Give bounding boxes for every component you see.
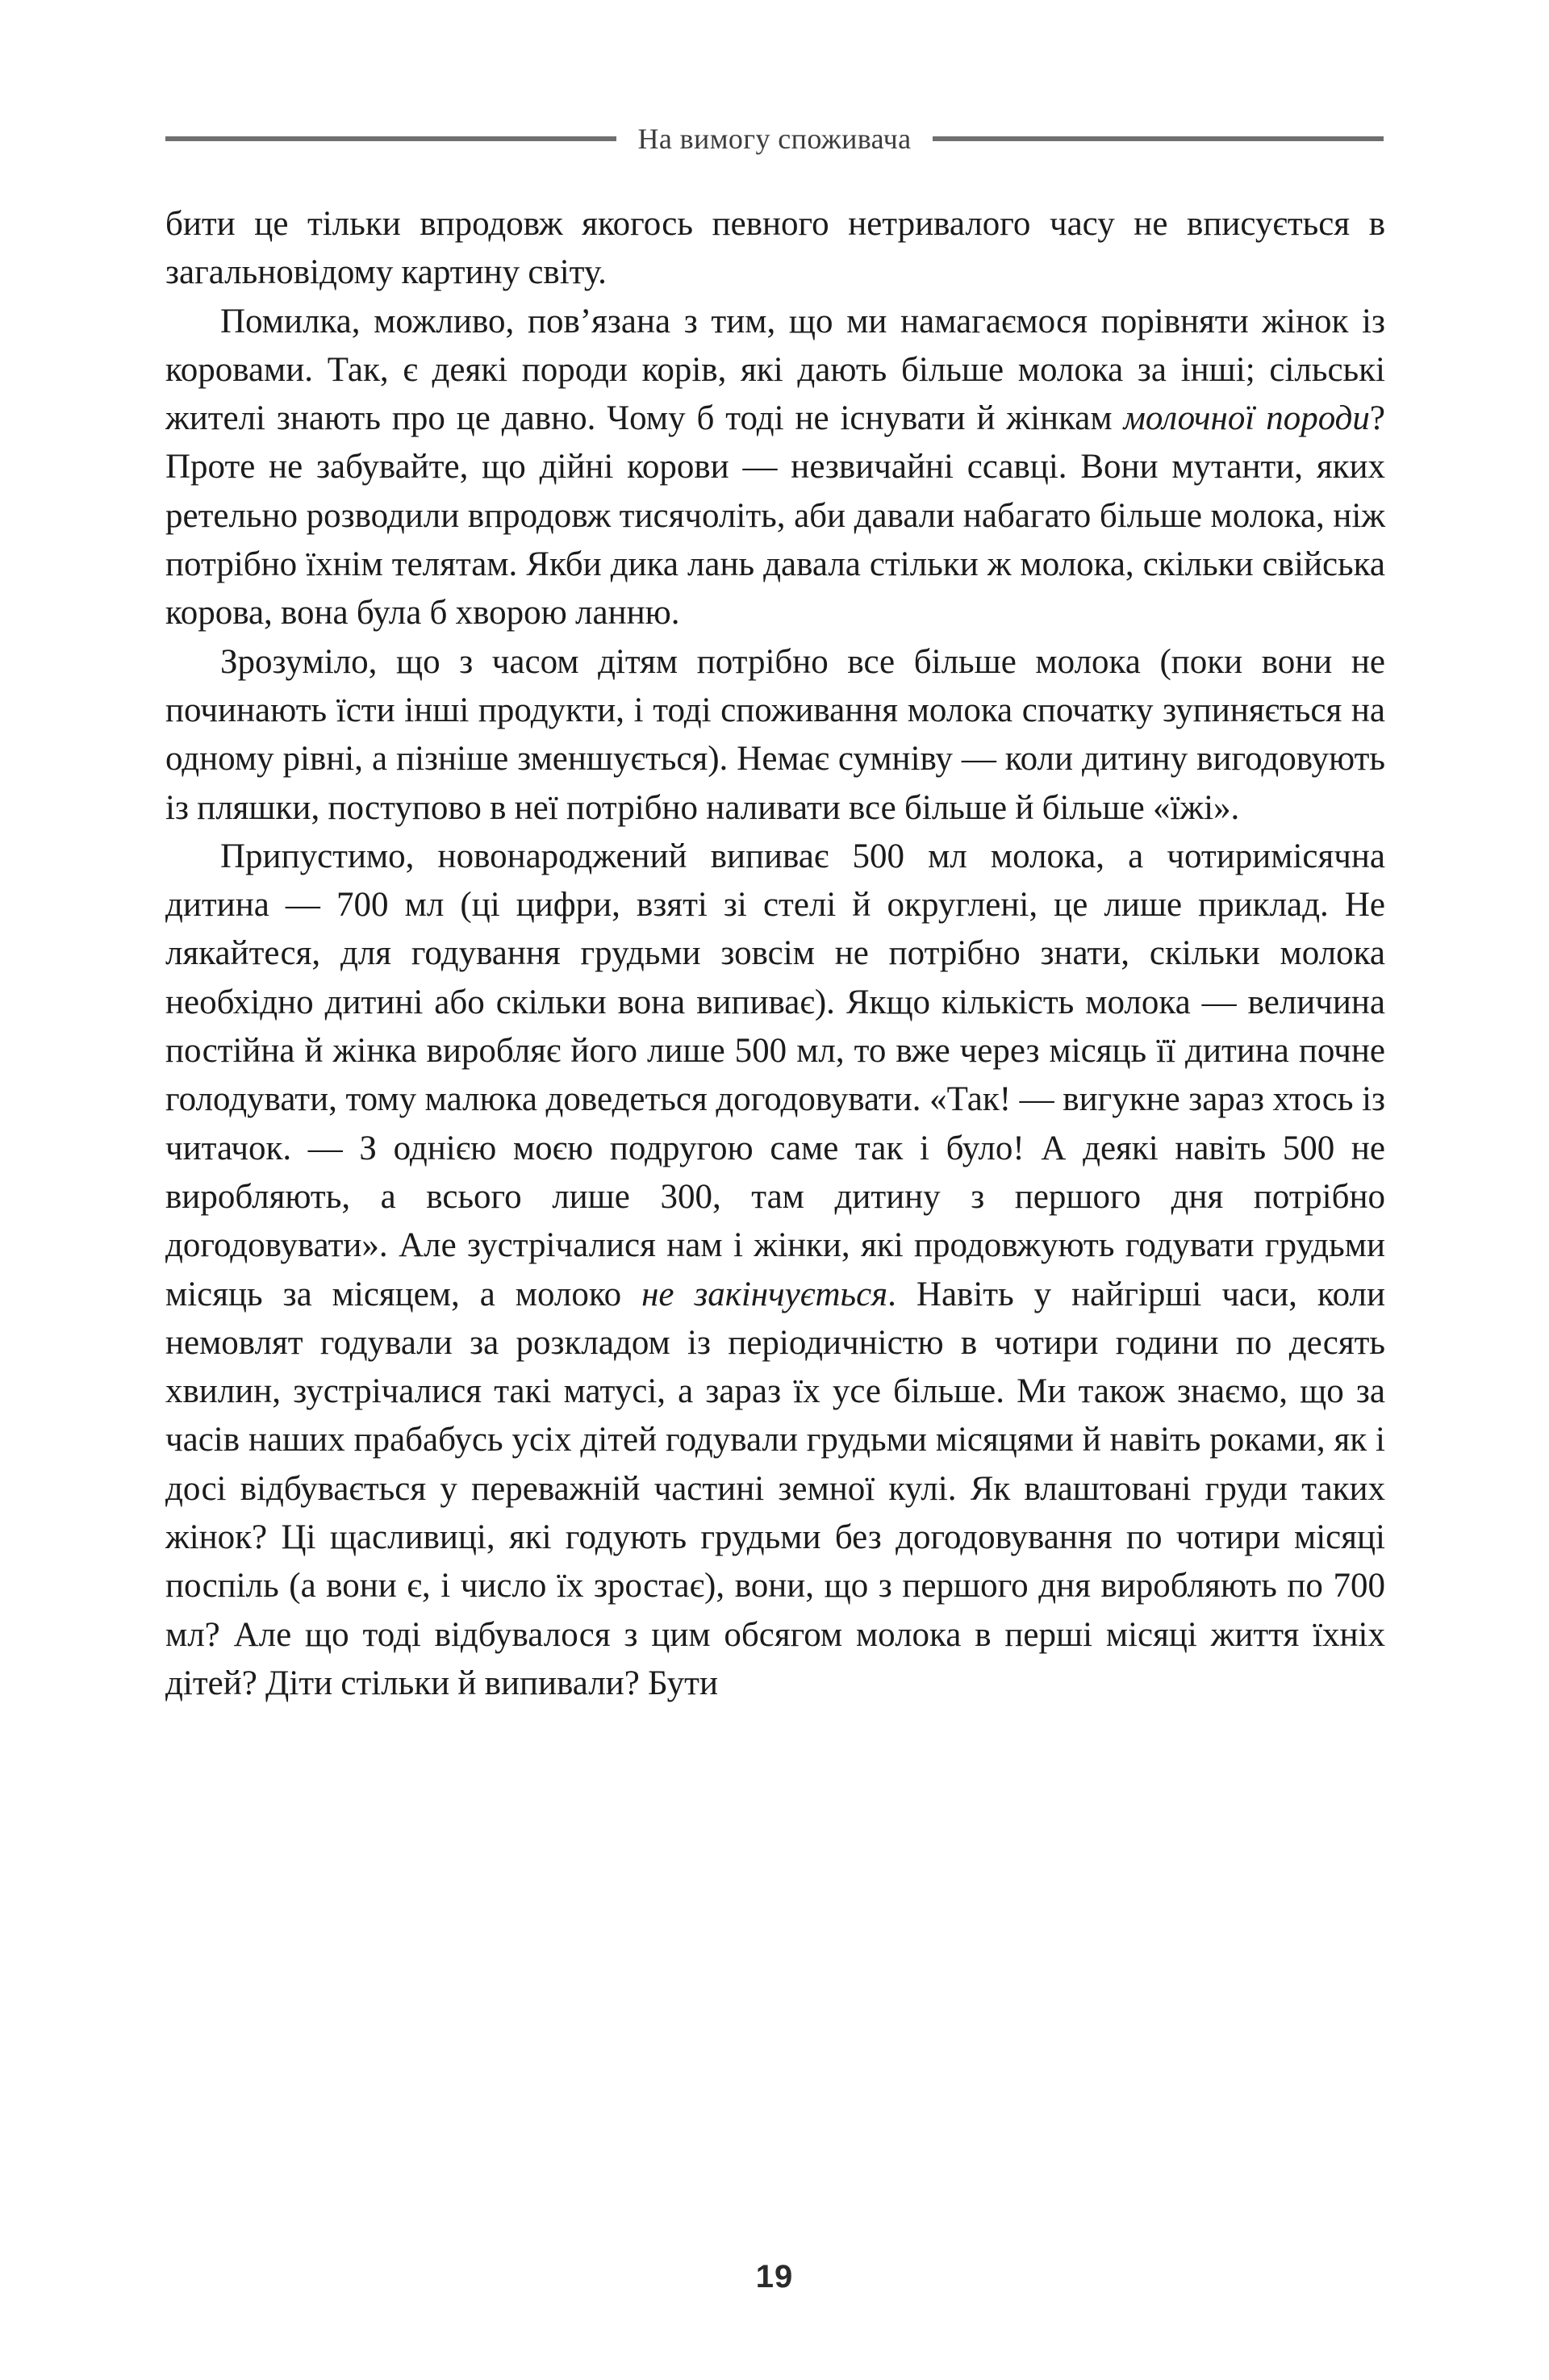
- running-head-title: На вимогу споживача: [637, 123, 912, 155]
- paragraph: [165, 298, 1385, 638]
- page-number: 19: [755, 2259, 794, 2294]
- running-head-rule-left: [165, 136, 616, 141]
- body-text-block: [165, 200, 1385, 1708]
- running-head-rule-right: [933, 136, 1384, 141]
- body-text: . Навіть у найгірші часи, коли немовлят годували за розкладом із періодичністю в чотири години по десять хвилин, зустрічалися такі матусі, а зараз їх усе більше. Ми також знаємо, що за часів наших прабабусь усіх дітей годували грудьми місяцями й навіть роками, як і досі відбувається у переважній частині земної кулі. Як влаштовані груди таких жінок? Ці щасливиці, які годують грудьми без догодовування по чотири місяці поспіль (а вони є, і число їх зростає), вони, що з першого дня виробляють по 700 мл? Але що тоді відбувалося з цим обсягом молока в перші місяці життя їхніх дітей? Діти стільки й випивали? Бути: [165, 1275, 1385, 1702]
- body-text: Зрозуміло, що з часом дітям потрібно все більше молока (поки вони не починають їсти інші продукти, і тоді споживання молока спочатку зупиняється на одному рівні, а пізніше зменшується). Немає сумніву — коли дитину вигодовують із пляшки, поступово в неї потрібно наливати все більше й більше «їжі».: [165, 642, 1385, 827]
- paragraph: [165, 833, 1385, 1708]
- running-head: [165, 113, 1384, 165]
- emphasis-text: молочної породи: [1123, 399, 1370, 438]
- body-text: Помилка, можливо, пов’язана з тим, що ми намагаємося порівняти жінок із коровами. Так, є деякі породи корів, які дають більше молока за інші; сільські жителі знають про це давно. Чому б тоді не існувати й жінкам: [165, 302, 1385, 438]
- body-text: Припустимо, новонароджений випиває 500 мл молока, а чотиримісячна дитина — 700 мл (ці цифри, взяті зі стелі й округлені, це лише приклад. Не лякайтеся, для годування грудьми зовсім не потрібно знати, скільки молока необхідно дитині або скільки вона випиває). Якщо кількість молока — величина постійна й жінка виробляє його лише 500 мл, то вже через місяць її дитина почне голодувати, тому малюка доведеться догодовувати. «Так! — вигукне зараз хтось із читачок. — З однією моєю подругою саме так і було! А деякі навіть 500 не виробляють, а всього лише 300, там дитину з першого дня потрібно догодовувати». Але зустрічалися нам і жінки, які продовжують годувати грудьми місяць за місяцем, а молоко: [165, 837, 1385, 1313]
- body-text: бити це тільки впродовж якогось певного нетривалого часу не вписується в загальновідому картину світу.: [165, 205, 1385, 292]
- paragraph: [165, 638, 1385, 833]
- paragraph: [165, 200, 1385, 298]
- body-text: ? Проте не забувайте, що дійні корови — незвичайні ссавці. Вони мутанти, яких ретельно розводили впродовж тисячоліть, аби давали набагато більше молока, ніж потрібно їхнім телятам. Якби дика лань давала стільки ж молока, скільки свійська корова, вона була б хворою ланню.: [165, 399, 1385, 633]
- emphasis-text: не закінчується: [641, 1275, 888, 1313]
